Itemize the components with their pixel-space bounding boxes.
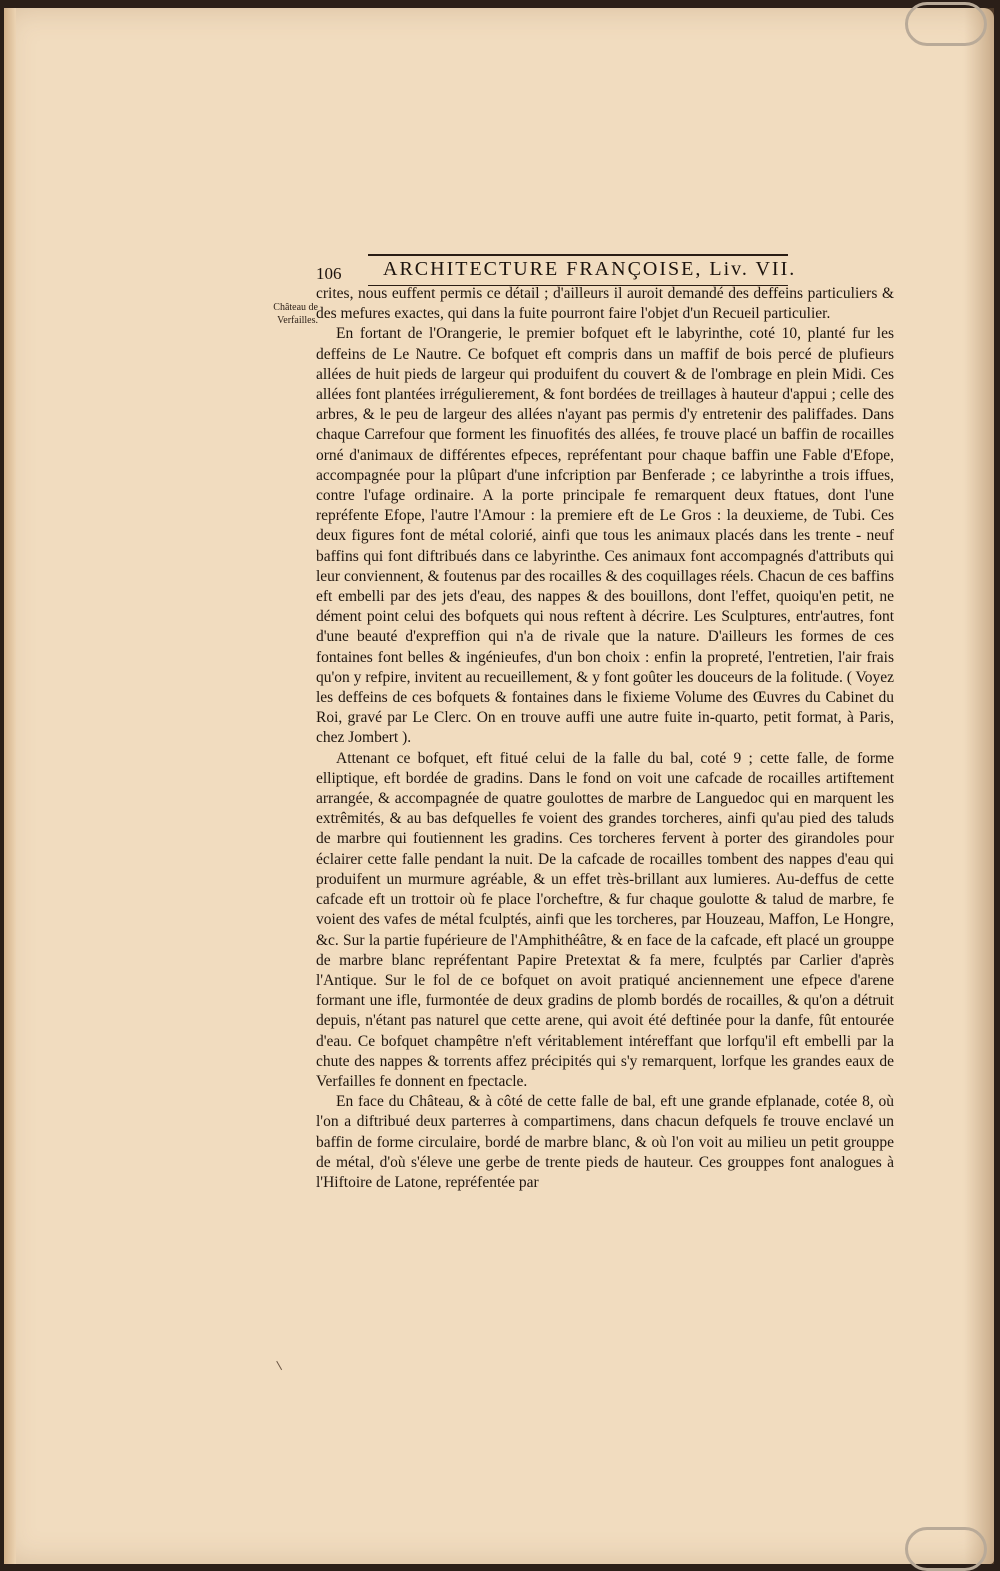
page-edge-shadow: [964, 8, 994, 1564]
paper-clip-icon: [905, 2, 987, 46]
paragraph: En fortant de l'Orangerie, le premier bofquet eft le labyrinthe, coté 10, planté fur les deffeins de Le Nautre. Ce bofquet eft compris dans un maffif de bois percé de plufieurs allées de huit pieds de largeur qui produifent du couvert & de l'ombrage en plein Midi. Ces allées font plantées irrégulierement, & font bordées de treillages à hauteur d'appui ; celle des arbres, & le peu de largeur des allées n'ayant pas permis d'y entretenir des paliffades. Dans chaque Carrefour que forment les finuofités des allées, fe trouve placé un baffin de rocailles orné d'animaux de différentes efpeces, repréfentant pour chaque baffin une Fable d'Efope, accompagnée pour la plûpart d'une infcription par Benferade ; ce labyrinthe a trois iffues, contre l'ufage ordinaire. A la porte principale fe remarquent deux ftatues, dont l'une repréfente Efope, l'autre l'Amour : la premiere eft de Le Gros : la deuxieme, de Tubi. Ces deux figures font de métal colorié, ainfi que tous les animaux placés dans les trente - neuf baffins qui font diftribués dans ce labyrinthe. Ces animaux font accompagnés d'attributs qui leur conviennent, & foutenus par des rocailles & des coquillages réels. Chacun de ces baffins eft embelli par des jets d'eau, des nappes & des bouillons, dont l'effet, quoiqu'en petit, ne dément point celui des bofquets qui nous reftent à décrire. Les Sculptures, entr'autres, font d'une beauté d'expreffion qui n'a de rivale que la nature. D'ailleurs les formes de ces fontaines font belles & ingénieufes, d'un bon choix : enfin la propreté, l'entretien, l'air frais qu'on y refpire, invitent au recueillement, & y font goûter les douceurs de la folitude. ( Voyez les deffeins de ces bofquets & fontaines dans le fixieme Volume des Œuvres du Cabinet du Roi, gravé par Le Clerc. On en trouve auffi une autre fuite in-quarto, petit format, à Paris, chez Jombert ).: [316, 325, 894, 747]
header-rule: [368, 254, 788, 256]
page-gutter-shadow: [4, 8, 16, 1564]
paragraph: Attenant ce bofquet, eft fitué celui de la falle du bal, coté 9 ; cette falle, de forme elliptique, eft bordée de gradins. Dans le fond on voit une cafcade de rocailles artiftement arrangée, & accompagnée de quatre goulottes de marbre de Languedoc qui en marquent les extrêmités, & au bas defquelles fe voient des grandes torcheres, ainfi qu'au pied des taluds de marbre qui foutiennent les gradins. Ces torcheres fervent à porter des girandoles pour éclairer cette falle pendant la nuit. De la cafcade de rocailles tombent des nappes d'eau qui produifent un murmure agréable, & un effet très-brillant aux lumieres. Au-deffus de cette cafcade eft un trottoir où fe place l'orcheftre, & fur chaque goulotte & talud de marbre, fe voient des vafes de métal fculptés, ainfi que les torcheres, par Houzeau, Maffon, Le Hongre, &c. Sur la partie fupérieure de l'Amphithéâtre, & en face de la cafcade, eft placé un grouppe de marbre blanc repréfentant Papire Pretextat & fa mere, fculptés par Carlier d'après l'Antique. Sur le fol de ce bofquet on avoit pratiqué anciennement une efpece d'arene formant une ifle, furmontée de deux gradins de plomb bordés de rocailles, & qu'on a détruit depuis, n'étant pas naturel que cette arene, qui avoit été deftinée pour la danfe, fût entourée d'eau. Ce bofquet champêtre n'eft véritablement intéreffant que lorfqu'il eft embelli par la chute des nappes & torrents affez précipités qui s'y remarquent, lorfque les grandes eaux de Verfailles fe donnent en fpectacle.: [316, 749, 894, 1090]
margin-note: Château de Verfailles.: [273, 302, 318, 326]
body-text: [316, 284, 894, 1193]
running-head: ARCHITECTURE FRANÇOISE, Liv. VII.: [383, 258, 797, 280]
paragraph: crites, nous euffent permis ce détail ; d'ailleurs il auroit demandé des deffeins particuliers & des mefures exactes, qui dans la fuite pourront faire l'objet d'un Recueil particulier.: [316, 285, 894, 323]
paragraph: En face du Château, & à côté de cette falle de bal, eft une grande efplanade, cotée 8, où l'on a diftribué deux parterres à compartimens, dans chacun defquels fe trouve enclavé un baffin de forme circulaire, bordé de marbre blanc, & où l'on voit au milieu un petit grouppe de métal, d'où s'éleve une gerbe de trente pieds de hauteur. Ces grouppes font analogues à l'Hiftoire de Latone, repréfentée par: [316, 1093, 894, 1191]
page-number: 106: [316, 264, 342, 283]
paper-clip-icon: [905, 1527, 987, 1571]
